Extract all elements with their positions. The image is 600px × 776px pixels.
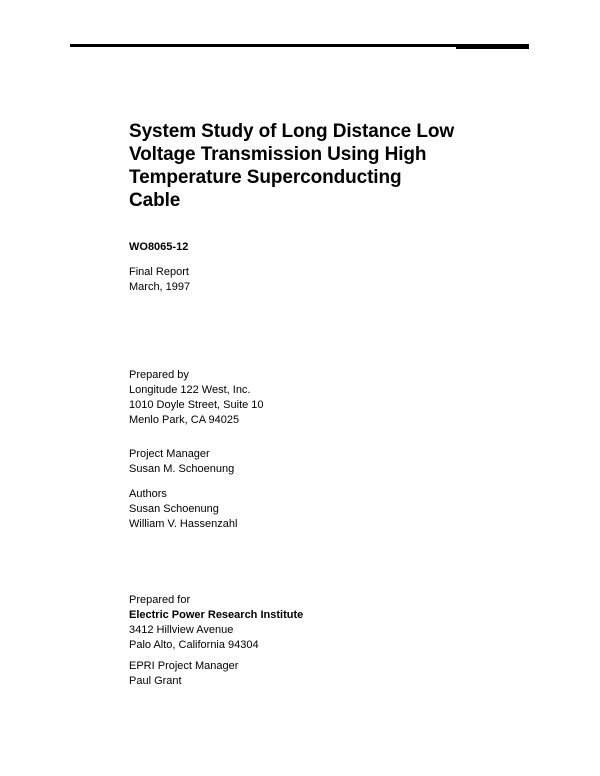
prepared-for-city: Palo Alto, California 94304 (129, 639, 259, 651)
title-line-2: Voltage Transmission Using High (129, 144, 427, 165)
prepared-by-section (129, 368, 264, 428)
prepared-for-organization: Electric Power Research Institute (129, 609, 304, 621)
title-line-3: Temperature Superconducting (129, 167, 402, 188)
prepared-for-label: Prepared for (129, 594, 191, 606)
report-info (129, 265, 190, 295)
project-manager-section (129, 447, 234, 477)
report-title (129, 120, 529, 212)
prepared-for-section (129, 593, 303, 653)
authors-label: Authors (129, 488, 167, 500)
prepared-by-label: Prepared by (129, 369, 189, 381)
project-manager-label: Project Manager (129, 448, 210, 460)
header-rule-accent (456, 47, 529, 49)
author-name: William V. Hassenzahl (129, 518, 238, 530)
report-date: March, 1997 (129, 281, 191, 293)
author-name: Susan Schoenung (129, 503, 219, 515)
title-line-1: System Study of Long Distance Low (129, 121, 455, 142)
prepared-by-organization: Longitude 122 West, Inc. (129, 384, 251, 396)
prepared-for-street: 3412 Hillview Avenue (129, 624, 234, 636)
epri-manager-name: Paul Grant (129, 675, 182, 687)
report-number-text: WO8065-12 (129, 241, 189, 253)
prepared-by-street: 1010 Doyle Street, Suite 10 (129, 399, 264, 411)
epri-manager-label: EPRI Project Manager (129, 660, 239, 672)
report-number (129, 240, 188, 255)
epri-manager-section (129, 659, 238, 689)
prepared-by-city: Menlo Park, CA 94025 (129, 414, 240, 426)
report-type: Final Report (129, 266, 189, 278)
title-line-4: Cable (129, 190, 181, 211)
authors-section (129, 487, 237, 532)
project-manager-name: Susan M. Schoenung (129, 463, 235, 475)
